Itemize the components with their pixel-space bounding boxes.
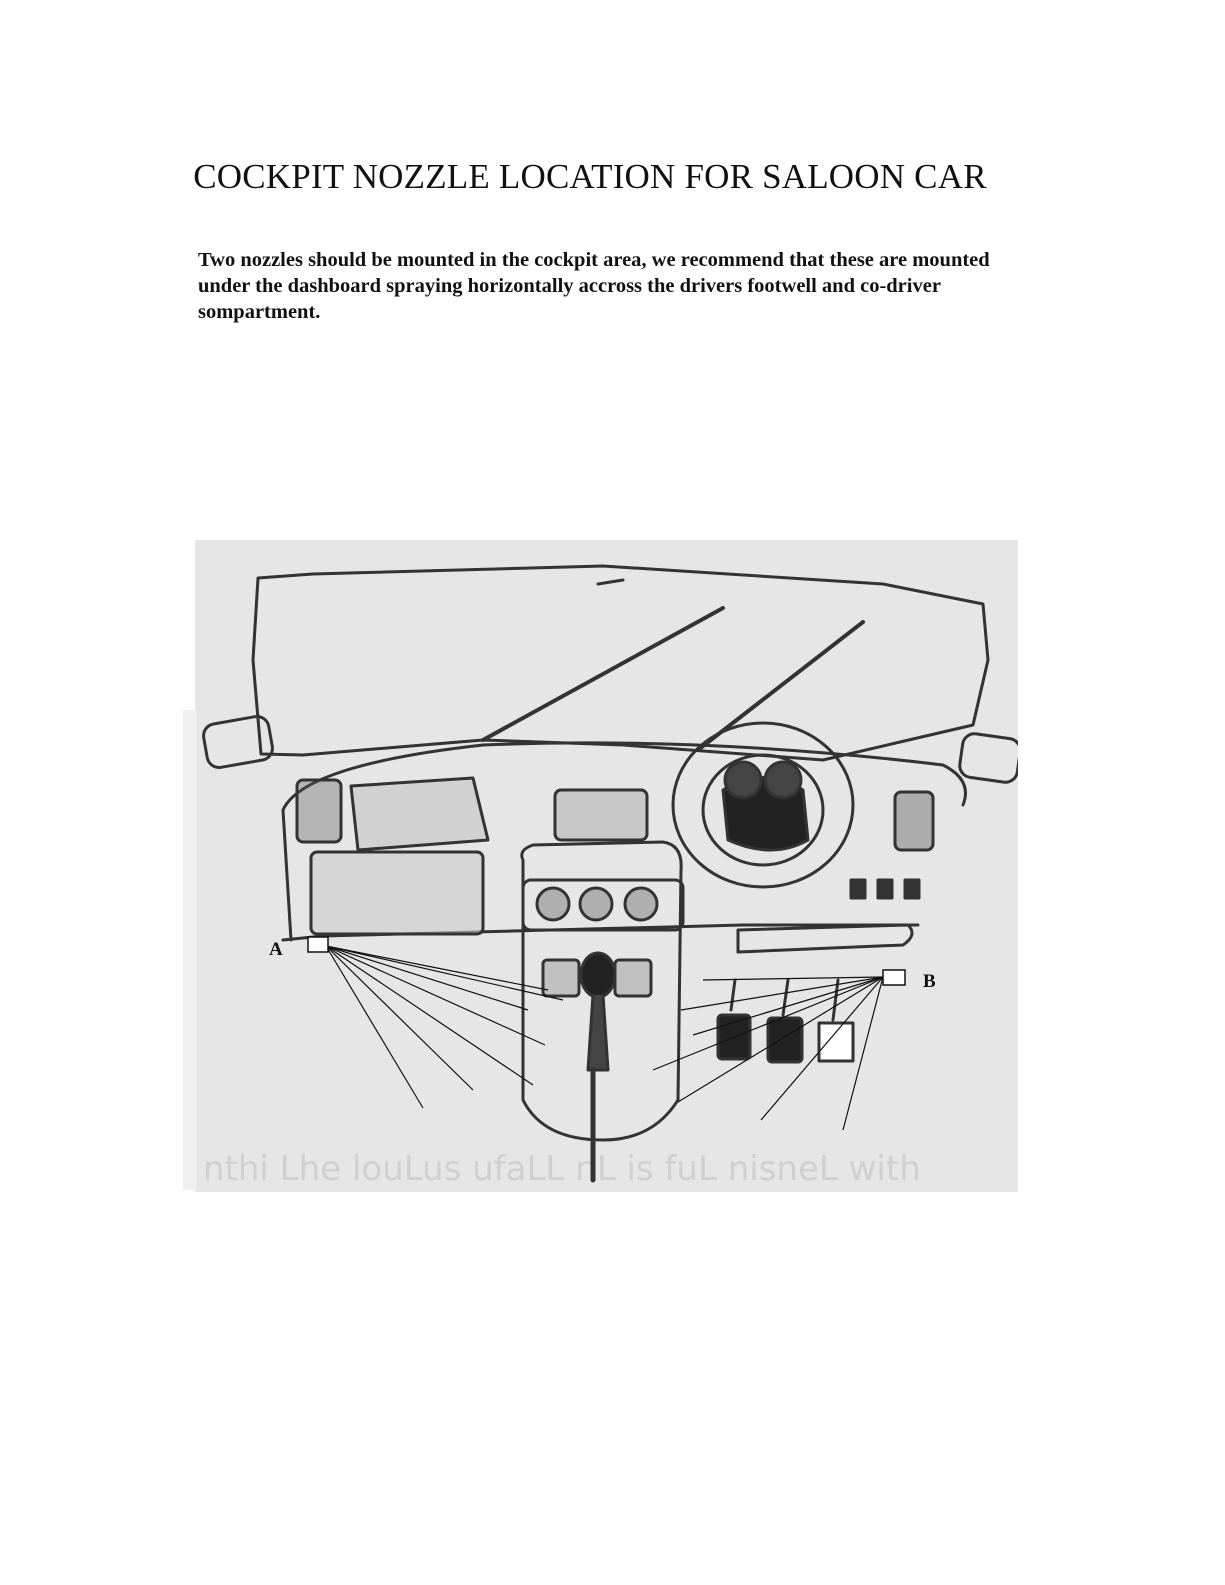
page-title: COCKPIT NOZZLE LOCATION FOR SALOON CAR [193, 157, 987, 196]
instruction-paragraph: Two nozzles should be mounted in the cockpit area, we recommend that these are mounted under the dashboard spraying horizontally accross the drivers footwell and co-driver sompartment. [198, 249, 990, 323]
nozzle-a [308, 937, 328, 952]
right-vent [895, 792, 933, 850]
accelerator-pedal [819, 1023, 853, 1061]
left-vent [297, 780, 341, 842]
nozzle-b-label: B [923, 971, 936, 992]
glovebox [311, 852, 483, 934]
nozzle-a-label: A [269, 939, 283, 960]
svg-text:nthi Lhe louLus ufaLL nL is: nthi Lhe louLus ufaLL nL is fuL nisneL with [203, 1149, 921, 1189]
gear-lever [581, 953, 615, 997]
cockpit-illustration [183, 540, 1018, 1192]
brake-pedal [768, 1018, 802, 1062]
centre-vent [555, 790, 647, 840]
nozzle-b [883, 970, 905, 985]
